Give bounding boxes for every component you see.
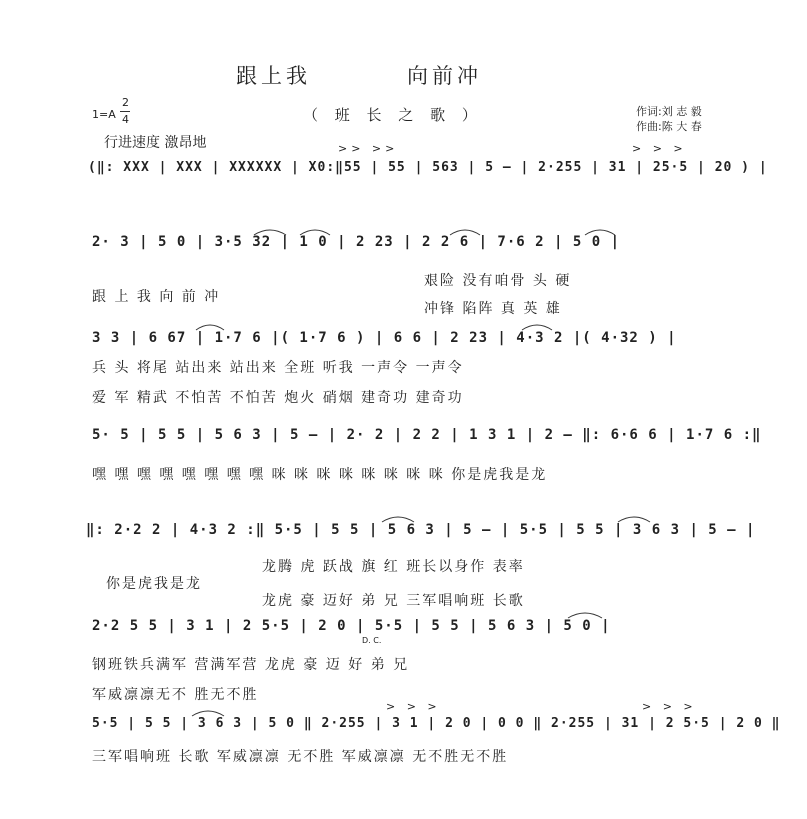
lyrics-line: 兵 头 将尾 站出来 站出来 全班 听我 一声令 一声令 [92,360,464,376]
time-signature-line [120,111,130,112]
subtitle: （ 班 长 之 歌 ） [303,106,483,124]
slur-marks [0,512,807,532]
lyrics-line: 冲锋 陷阵 真 英 雄 [424,301,562,317]
lyrics-line: 爱 军 精武 不怕苦 不怕苦 炮火 硝烟 建奇功 建奇功 [92,390,464,406]
notation-row: 2·2 5 5 | 3 1 | 2 5·5 | 2 0 | 5·5 | 5 5 | 5 6 3 | 5 0 | [92,618,611,634]
lyrics-line: 龙虎 豪 迈好 弟 兄 三军唱响班 长歌 [262,593,525,609]
notation-row: ‖: 2·2 2 | 4·3 2 :‖ 5·5 | 5 5 | 5 6 3 | 5 – | 5·5 | 5 5 | 3 6 3 | 5 – | [86,522,756,538]
composer: 作曲:陈 大 春 [636,120,702,133]
slur-marks [0,225,807,245]
lyrics-line: 你是虎我是龙 [106,576,202,592]
lyrics-line: 军威凛凛无不 胜无不胜 [92,687,259,703]
lyrics-line: 钢班铁兵满军 营满军营 龙虎 豪 迈 好 弟 兄 [92,657,410,673]
lyrics-line: 三军唱响班 长歌 军威凛凛 无不胜 军威凛凛 无不胜无不胜 [92,749,509,765]
da-capo-marking: D. C. [362,636,382,645]
lyrics-line: 龙腾 虎 跃战 旗 红 班长以身作 表率 [262,559,525,575]
time-signature-top: 2 [122,96,129,109]
song-title-part2: 向前冲 [407,64,482,88]
accent-marks: > > > [632,142,687,155]
notation-row: 3 3 | 6 67 | 1·7 6 |( 1·7 6 ) | 6 6 | 2 23 | 4·3 2 |( 4·32 ) | [92,330,677,346]
notation-row: (‖: XXX | XXX | XXXXXX | X0:‖55 | 55 | 563 | 5 – | 2·255 | 31 | 25·5 | 20 ) | [88,160,768,175]
accent-marks: > > > [386,700,441,713]
key-signature: 1=A [92,108,116,121]
lyrics-line: 跟 上 我 向 前 冲 [92,289,221,305]
lyrics-line: 嘿 嘿 嘿 嘿 嘿 嘿 嘿 嘿 咪 咪 咪 咪 咪 咪 咪 咪 你是虎我是龙 [92,467,548,483]
slur-marks [0,706,807,726]
slur-marks [0,320,807,340]
lyrics-line: 艰险 没有咱骨 头 硬 [424,273,572,289]
accent-marks: >> >> [338,142,399,155]
song-title-part1: 跟上我 [236,64,311,88]
notation-row: 5· 5 | 5 5 | 5 6 3 | 5 – | 2· 2 | 2 2 | 1 3 1 | 2 – ‖: 6·6 6 | 1·7 6 :‖ [92,427,762,443]
time-signature-bottom: 4 [122,113,129,126]
notation-row: 2· 3 | 5 0 | 3·5 32 | 1 0 | 2 23 | 2 2 6 | 7·6 2 | 5 0 | [92,234,621,250]
slur-marks [0,608,807,628]
notation-row: 5·5 | 5 5 | 3 6 3 | 5 0 ‖ 2·255 | 3 1 | 2 0 | 0 0 ‖ 2·255 | 31 | 2 5·5 | 2 0 ‖ [92,716,781,731]
accent-marks: > > > [642,700,697,713]
lyricist: 作词:刘 志 毅 [636,105,702,118]
tempo-marking: 行进速度 激昂地 [104,135,207,151]
